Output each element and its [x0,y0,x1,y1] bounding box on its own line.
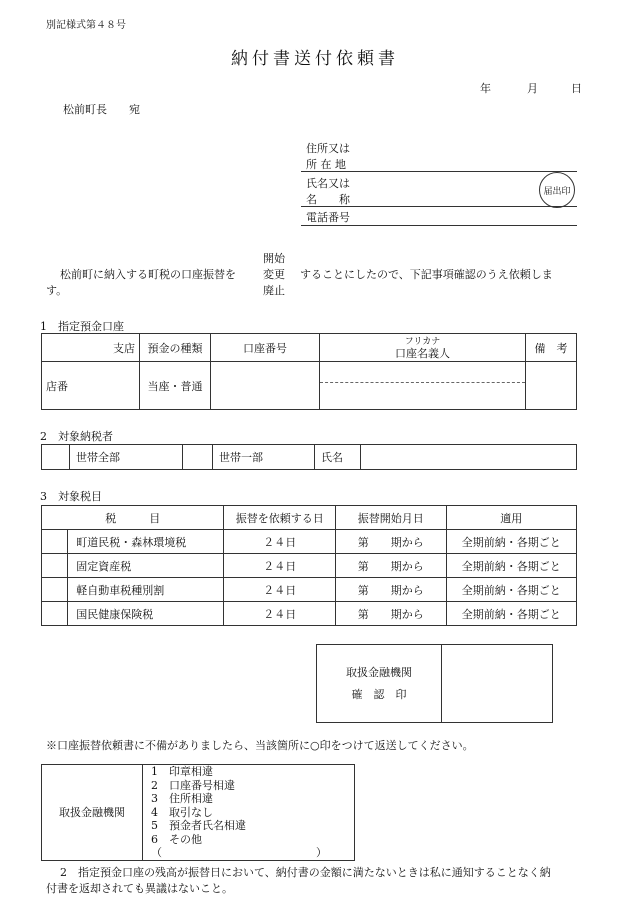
start-period: 第 期から [336,578,446,602]
table-row [42,530,577,554]
request-option-start: 開始 [263,252,285,265]
request-option-change: 変更 [263,268,285,281]
start-period: 第 期から [336,602,446,626]
request-post: することにしたので、下記事項確認のうえ依頼しま [300,268,553,281]
tax-name: 軽自動車税種別割 [68,578,224,602]
name-label-2: 名 称 [306,193,350,206]
notice-text: ※口座振替依頼書に不備がありましたら、当該箇所に○印をつけて返送してください。 [46,739,474,752]
confirmation-box [316,644,553,723]
request-end: す。 [46,284,68,297]
account-number-cell[interactable] [211,362,320,410]
list-item[interactable]: 5 預金者氏名相違 [151,819,246,832]
check-all[interactable] [42,445,70,470]
date-day: 日 [571,82,582,95]
list-item[interactable]: 3 住所相違 [151,792,213,805]
transfer-day: ２４日 [224,602,336,626]
date-month: 月 [527,82,538,95]
section3-title: 3 対象税目 [40,490,102,503]
apply-option: 全期前納・各期ごと [446,554,576,578]
transfer-day: ２４日 [224,554,336,578]
header-note: 備 考 [526,334,577,362]
seal-circle [539,172,575,208]
taxpayer-name-label: 氏名 [315,445,361,470]
header-kana: フリカナ [404,336,441,347]
header-account-type: 預金の種類 [140,334,211,362]
bank-check-label: 取扱金融機関 [42,765,143,861]
tax-table [41,505,577,626]
confirmation-stamp-cell[interactable] [442,645,553,723]
header-start: 振替開始月日 [336,506,446,530]
household-all-label: 世帯全部 [70,445,183,470]
name-line [301,206,577,207]
start-period: 第 期から [336,554,446,578]
transfer-day: ２４日 [224,578,336,602]
bank-check-box [41,764,355,861]
apply-option: 全期前納・各期ごと [446,578,576,602]
header-account-number: 口座番号 [211,334,320,362]
bank-number-label: 店番 [42,362,140,410]
seal-label: 届出印 [543,187,571,197]
confirmation-label-1: 取扱金融機関 [346,665,412,679]
date-year: 年 [480,82,491,95]
page-title: 納付書送付依頼書 [231,49,399,69]
header-apply: 適用 [446,506,576,530]
address-label-2: 所 在 地 [306,158,346,171]
section2-title: 2 対象納税者 [40,430,113,443]
tax-name: 国民健康保険税 [68,602,224,626]
list-item[interactable]: 1 印章相違 [151,765,213,778]
header-transfer-day: 振替を依頼する日 [224,506,336,530]
table-row [42,578,577,602]
bank-check-list [143,765,355,861]
footer-line-2: 付書を返却されても異議はないこと。 [46,882,233,895]
header-tax: 税 目 [42,506,224,530]
account-type-value: 当座・普通 [140,362,211,410]
header-holder-label: 口座名義人 [395,346,450,360]
household-part-label: 世帯一部 [213,445,315,470]
footer-line-1: 2 指定預金口座の残高が振替日において、納付書の金額に満たないときは私に通知することなく納 [60,866,551,879]
request-option-stop: 廃止 [263,284,285,297]
list-item[interactable]: 6 その他（ ） [151,832,327,859]
request-pre: 松前町に納入する町税の口座振替を [60,268,236,281]
holder-cell[interactable] [320,362,526,410]
tel-label: 電話番号 [306,211,350,224]
account-table [41,333,577,410]
confirmation-label [317,645,442,723]
name-label-1: 氏名又は [306,177,350,190]
section1-title: 1 指定預金口座 [40,320,124,333]
check-cell[interactable] [42,602,68,626]
tel-line [301,225,577,226]
check-cell[interactable] [42,530,68,554]
apply-option: 全期前納・各期ごと [446,602,576,626]
check-cell[interactable] [42,578,68,602]
table-row [42,602,577,626]
note-cell[interactable] [526,362,577,410]
list-item[interactable]: 4 取引なし [151,805,213,819]
address-line [301,171,577,172]
transfer-day: ２４日 [224,530,336,554]
taxpayer-name-cell[interactable] [361,445,577,470]
tax-name: 固定資産税 [68,554,224,578]
tax-name: 町道民税・森林環境税 [68,530,224,554]
addressee: 松前町長 宛 [63,103,140,116]
apply-option: 全期前納・各期ごと [446,530,576,554]
check-part[interactable] [183,445,213,470]
form-number: 別記様式第４８号 [46,20,126,31]
table-row [42,554,577,578]
kana-divider [320,382,525,383]
taxpayer-table [41,444,577,470]
header-branch: 支店 [42,334,140,362]
start-period: 第 期から [336,530,446,554]
header-holder [320,334,526,362]
confirmation-label-2: 確 認 印 [351,687,407,701]
check-cell[interactable] [42,554,68,578]
address-label-1: 住所又は [306,142,350,155]
list-item[interactable]: 2 口座番号相違 [151,778,235,792]
